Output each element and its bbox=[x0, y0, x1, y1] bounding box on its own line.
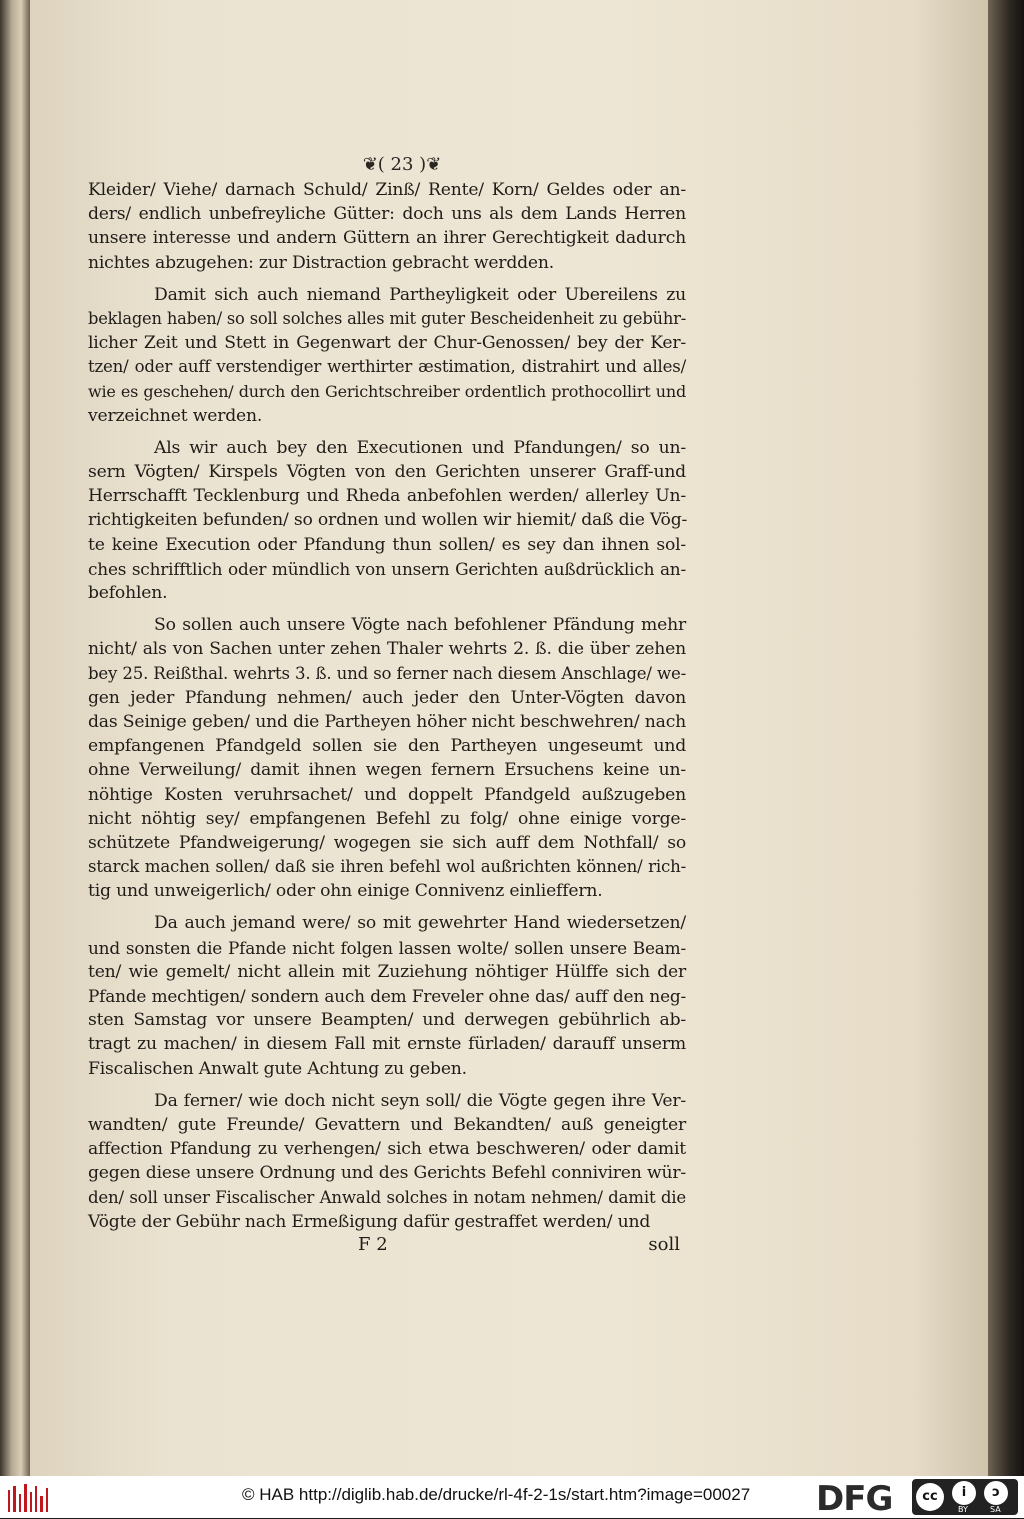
text-line: te keine Execution oder Pfandung thun sollen/ es sey dan ihnen sol- bbox=[88, 534, 686, 555]
text-line: beklagen haben/ so soll solches alles mit guter Bescheidenheit zu gebühr- bbox=[88, 308, 686, 328]
sa-icon: ↄ bbox=[984, 1481, 1008, 1505]
paragraph-gap bbox=[88, 428, 686, 436]
source-link[interactable]: © HAB http://diglib.hab.de/drucke/rl-4f-2-1s/start.htm?image=00027 bbox=[242, 1485, 751, 1504]
text-line: Da auch jemand were/ so mit gewehrter Hand wiedersetzen/ bbox=[154, 913, 686, 934]
hab-logo-icon bbox=[8, 1482, 48, 1512]
text-line: wandten/ gute Freunde/ Gevattern und Bekandten/ auß geneigter bbox=[88, 1114, 686, 1135]
text-line: ten/ wie gemelt/ nicht allein mit Zuziehung nöhtiger Hülffe sich der bbox=[88, 961, 686, 982]
text-line: gegen diese unsere Ordnung und des Gerichts Befehl conniviren wür- bbox=[88, 1163, 686, 1184]
book-edge-right bbox=[988, 0, 1024, 1476]
text-line: schützete Pfandweigerung/ wogegen sie sich auff dem Nothfall/ so bbox=[88, 832, 686, 853]
text-line: Damit sich auch niemand Partheyligkeit oder Ubereilens zu bbox=[154, 284, 686, 305]
paragraph-gap bbox=[88, 903, 686, 911]
book-gutter-left bbox=[0, 0, 30, 1476]
text-line: Fiscalischen Anwalt gute Achtung zu geben. bbox=[88, 1058, 467, 1079]
paragraph-gap bbox=[88, 605, 686, 613]
paragraph bbox=[88, 283, 686, 428]
page-text bbox=[88, 152, 686, 1260]
text-line: affection Pfandung zu verhengen/ sich etwa beschweren/ oder damit bbox=[88, 1139, 686, 1160]
text-line: unsere interesse und andern Güttern an ihrer Gerechtigkeit dadurch bbox=[88, 228, 686, 249]
paragraph bbox=[88, 613, 686, 903]
credit-bar bbox=[0, 1476, 1024, 1518]
paragraph bbox=[88, 436, 686, 605]
text-line: starck machen sollen/ daß sie ihren befehl wol außrichten können/ rich- bbox=[88, 857, 686, 877]
by-label: BY bbox=[958, 1505, 968, 1514]
by-icon: i bbox=[952, 1481, 976, 1505]
text-line: nicht nöhtig sey/ empfangenen Befehl zu folg/ ohne einige vorge- bbox=[88, 808, 686, 829]
page-number: ( 23 ) bbox=[377, 154, 427, 175]
paragraph bbox=[88, 178, 686, 275]
text-line: Herrschafft Tecklenburg und Rheda anbefohlen werden/ allerley Un- bbox=[88, 486, 686, 507]
text-line: richtigkeiten befunden/ so ordnen und wollen wir hiemit/ daß die Vög- bbox=[88, 510, 688, 531]
text-line: befohlen. bbox=[88, 583, 168, 603]
text-line: Vögte der Gebühr nach Ermeßigung dafür gestraffet werden/ und bbox=[88, 1211, 651, 1232]
text-line: ders/ endlich unbefreyliche Gütter: doch uns als dem Lands Herren bbox=[88, 204, 686, 225]
page-header: ❦( 23 )❦ bbox=[362, 154, 442, 175]
cc-icon: cc bbox=[916, 1483, 944, 1511]
cc-license-badge[interactable] bbox=[912, 1479, 1018, 1515]
text-line: das Seinige geben/ und die Partheyen höher nicht beschwehren/ nach bbox=[88, 711, 686, 732]
text-line: gen jeder Pfandung nehmen/ auch jeder den Unter-Vögten davon bbox=[88, 687, 686, 708]
paragraph-gap bbox=[88, 1081, 686, 1089]
text-line: ohne Verweilung/ damit ihnen wegen fernern Ersuchens keine un- bbox=[88, 760, 686, 781]
text-line: ches schrifftlich oder mündlich von unsern Gerichten außdrücklich an- bbox=[88, 558, 686, 579]
text-line: tig und unweigerlich/ oder ohn einige Connivenz einlieffern. bbox=[88, 881, 603, 902]
text-line: sten Samstag vor unsere Beampten/ und derwegen gebührlich ab- bbox=[88, 1010, 686, 1031]
text-line: Als wir auch bey den Executionen und Pfandungen/ so un- bbox=[154, 437, 686, 458]
text-line: licher Zeit und Stett in Gegenwart der Chur-Genossen/ bey der Ker- bbox=[88, 333, 686, 354]
paragraphs bbox=[88, 178, 686, 1234]
paragraph bbox=[88, 1089, 686, 1234]
text-line: empfangenen Pfandgeld sollen sie den Partheyen ungeseumt und bbox=[88, 736, 686, 757]
text-line: Da ferner/ wie doch nicht seyn soll/ die Vögte gegen ihre Ver- bbox=[154, 1090, 686, 1111]
paragraph-gap bbox=[88, 275, 686, 283]
text-line: tragt zu machen/ in diesem Fall mit ernste fürladen/ darauff unserm bbox=[88, 1034, 686, 1055]
text-line: nöhtige Kosten veruhrsachet/ und doppelt Pfandgeld außzugeben bbox=[88, 784, 686, 805]
text-line: den/ soll unser Fiscalischer Anwald solches in notam nehmen/ damit die bbox=[88, 1187, 686, 1207]
text-line: Pfande mechtigen/ sondern auch dem Freveler ohne das/ auff den neg- bbox=[88, 986, 686, 1006]
sa-label: SA bbox=[990, 1505, 1001, 1514]
text-line: und sonsten die Pfande nicht folgen lassen wolte/ sollen unsere Beam- bbox=[88, 937, 686, 958]
text-line: nicht/ als von Sachen unter zehen Thaler wehrts 2. ß. die über zehen bbox=[88, 639, 686, 660]
dfg-logo: DFG bbox=[816, 1479, 893, 1519]
text-line: wie es geschehen/ durch den Gerichtschreiber ordentlich prothocollirt und bbox=[88, 381, 686, 401]
text-line: sern Vögten/ Kirspels Vögten von den Gerichten unserer Graff-und bbox=[88, 462, 686, 483]
text-line: Kleider/ Viehe/ darnach Schuld/ Zinß/ Rente/ Korn/ Geldes oder an- bbox=[88, 180, 686, 200]
text-line: So sollen auch unsere Vögte nach befohlener Pfändung mehr bbox=[154, 615, 686, 636]
text-line: tzen/ oder auff verstendiger werthirter æstimation, distrahirt und alles/ bbox=[88, 357, 686, 377]
text-line: bey 25. Reißthal. wehrts 3. ß. und so ferner nach diesem Anschlage/ we- bbox=[88, 663, 686, 683]
text-line: nichtes abzugehen: zur Distraction gebracht werdden. bbox=[88, 252, 555, 273]
text-line: verzeichnet werden. bbox=[88, 405, 263, 426]
catchword: soll bbox=[648, 1233, 680, 1255]
paragraph bbox=[88, 911, 686, 1080]
signature-mark: F 2 bbox=[358, 1233, 388, 1255]
page-footer bbox=[88, 1234, 686, 1260]
